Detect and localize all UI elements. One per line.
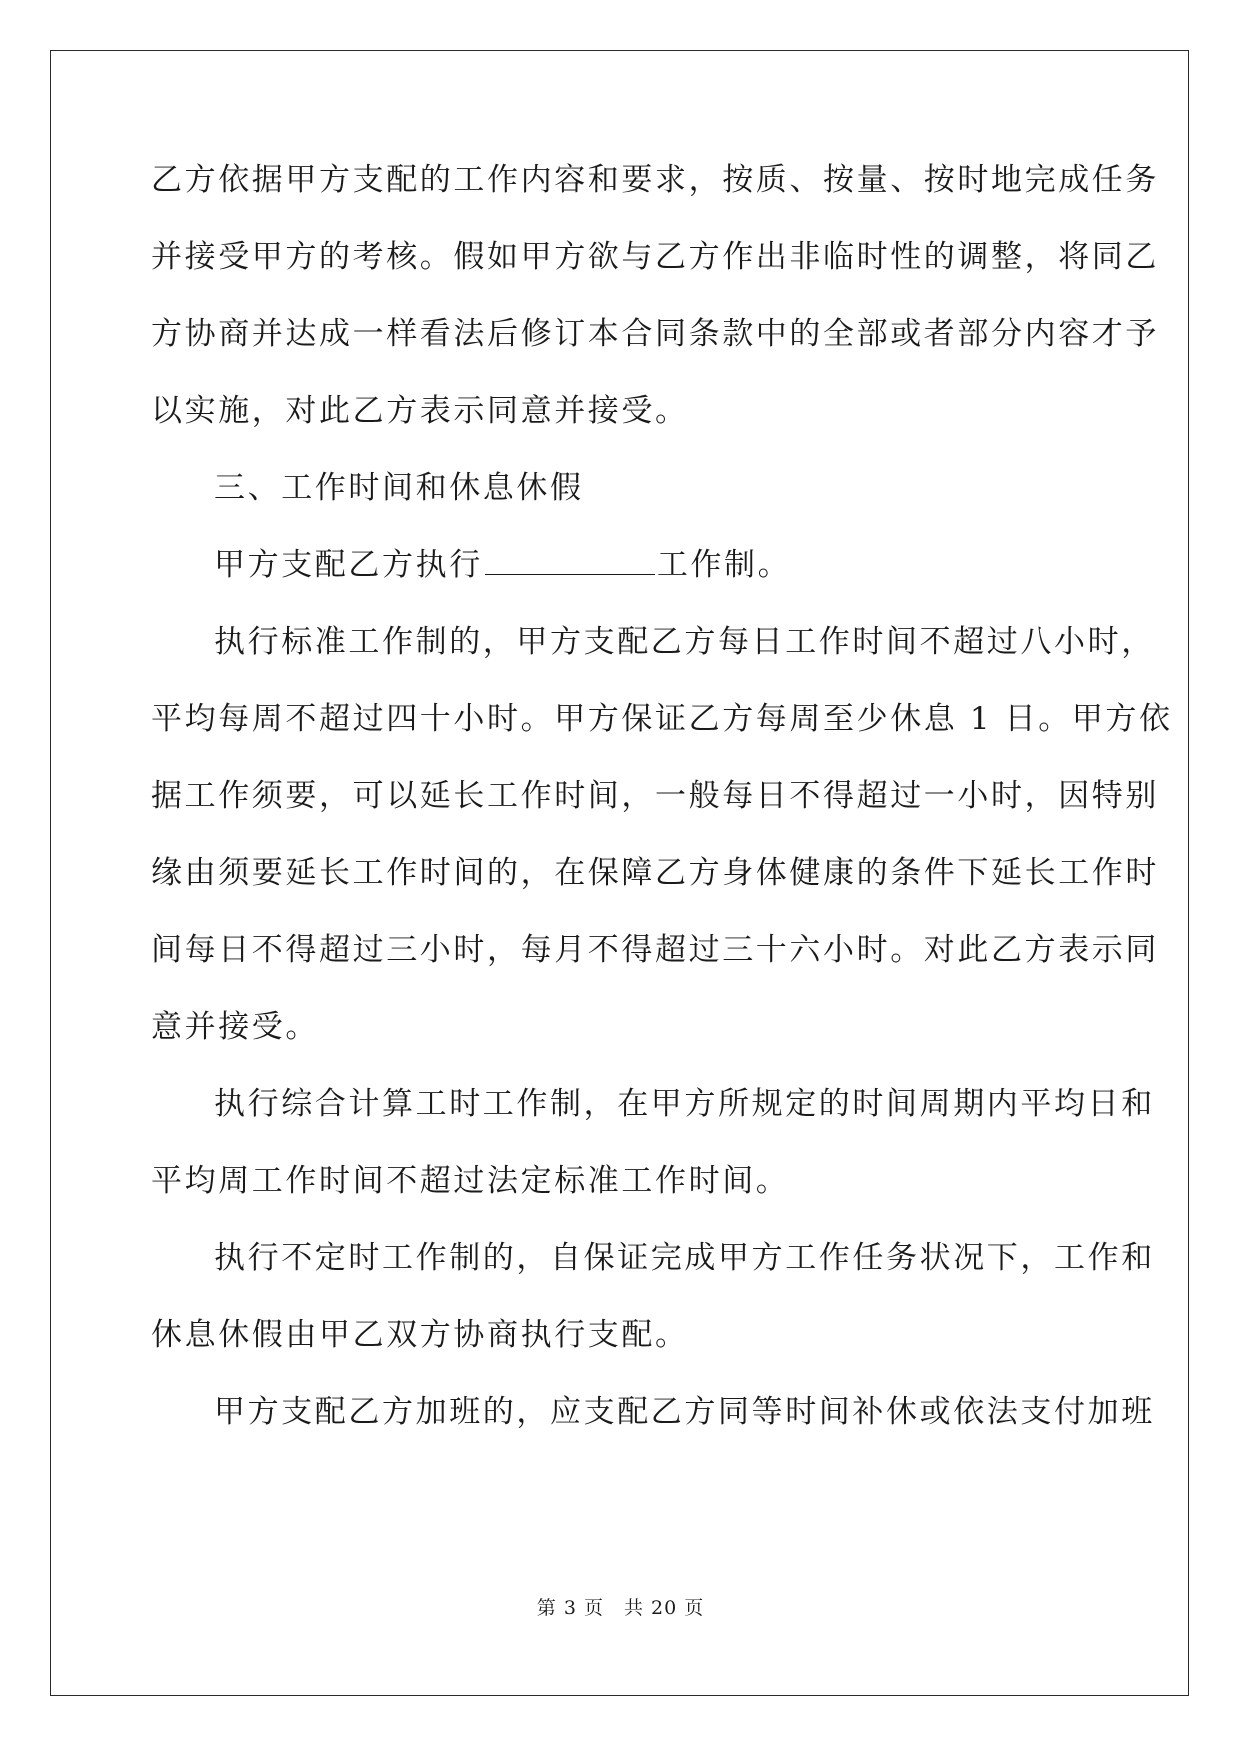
page-total: 共 20 页 — [623, 1597, 705, 1619]
paragraph-line: 以实施，对此乙方表示同意并接受。 — [151, 393, 689, 429]
paragraph-line: 方协商并达成一样看法后修订本合同条款中的全部或者部分内容才予 — [151, 316, 1159, 352]
paragraph-line: 缘由须要延长工作时间的，在保障乙方身体健康的条件下延长工作时 — [151, 855, 1159, 891]
paragraph-line: 甲方支配乙方加班的，应支配乙方同等时间补休或依法支付加班 — [214, 1394, 1155, 1430]
paragraph-line: 执行标准工作制的，甲方支配乙方每日工作时间不超过八小时， — [214, 624, 1155, 660]
paragraph-line: 执行不定时工作制的，自保证完成甲方工作任务状况下，工作和 — [214, 1240, 1155, 1276]
work-system-suffix: 工作制。 — [656, 547, 792, 583]
page-footer — [0, 1595, 1241, 1621]
section-heading: 三、工作时间和休息休假 — [214, 470, 584, 506]
paragraph-line: 执行综合计算工时工作制，在甲方所规定的时间周期内平均日和 — [214, 1086, 1155, 1122]
paragraph-line: 平均周工作时间不超过法定标准工作时间。 — [151, 1163, 790, 1199]
paragraph-line: 据工作须要，可以延长工作时间，一般每日不得超过一小时，因特别 — [151, 778, 1159, 814]
paragraph-line: 休息休假由甲乙双方协商执行支配。 — [151, 1317, 689, 1353]
paragraph-line: 间每日不得超过三小时，每月不得超过三十六小时。对此乙方表示同 — [151, 932, 1159, 968]
paragraph-line: 乙方依据甲方支配的工作内容和要求，按质、按量、按时地完成任务 — [151, 162, 1159, 198]
paragraph-line: 意并接受。 — [151, 1009, 319, 1045]
paragraph-line: 并接受甲方的考核。假如甲方欲与乙方作出非临时性的调整，将同乙 — [151, 239, 1159, 275]
work-system-line — [214, 545, 791, 585]
paragraph-line: 平均每周不超过四十小时。甲方保证乙方每周至少休息 1 日。甲方依 — [151, 701, 1173, 737]
work-system-prefix: 甲方支配乙方执行 — [214, 547, 483, 583]
page-number: 第 3 页 — [536, 1597, 604, 1619]
fill-in-blank — [485, 546, 655, 575]
